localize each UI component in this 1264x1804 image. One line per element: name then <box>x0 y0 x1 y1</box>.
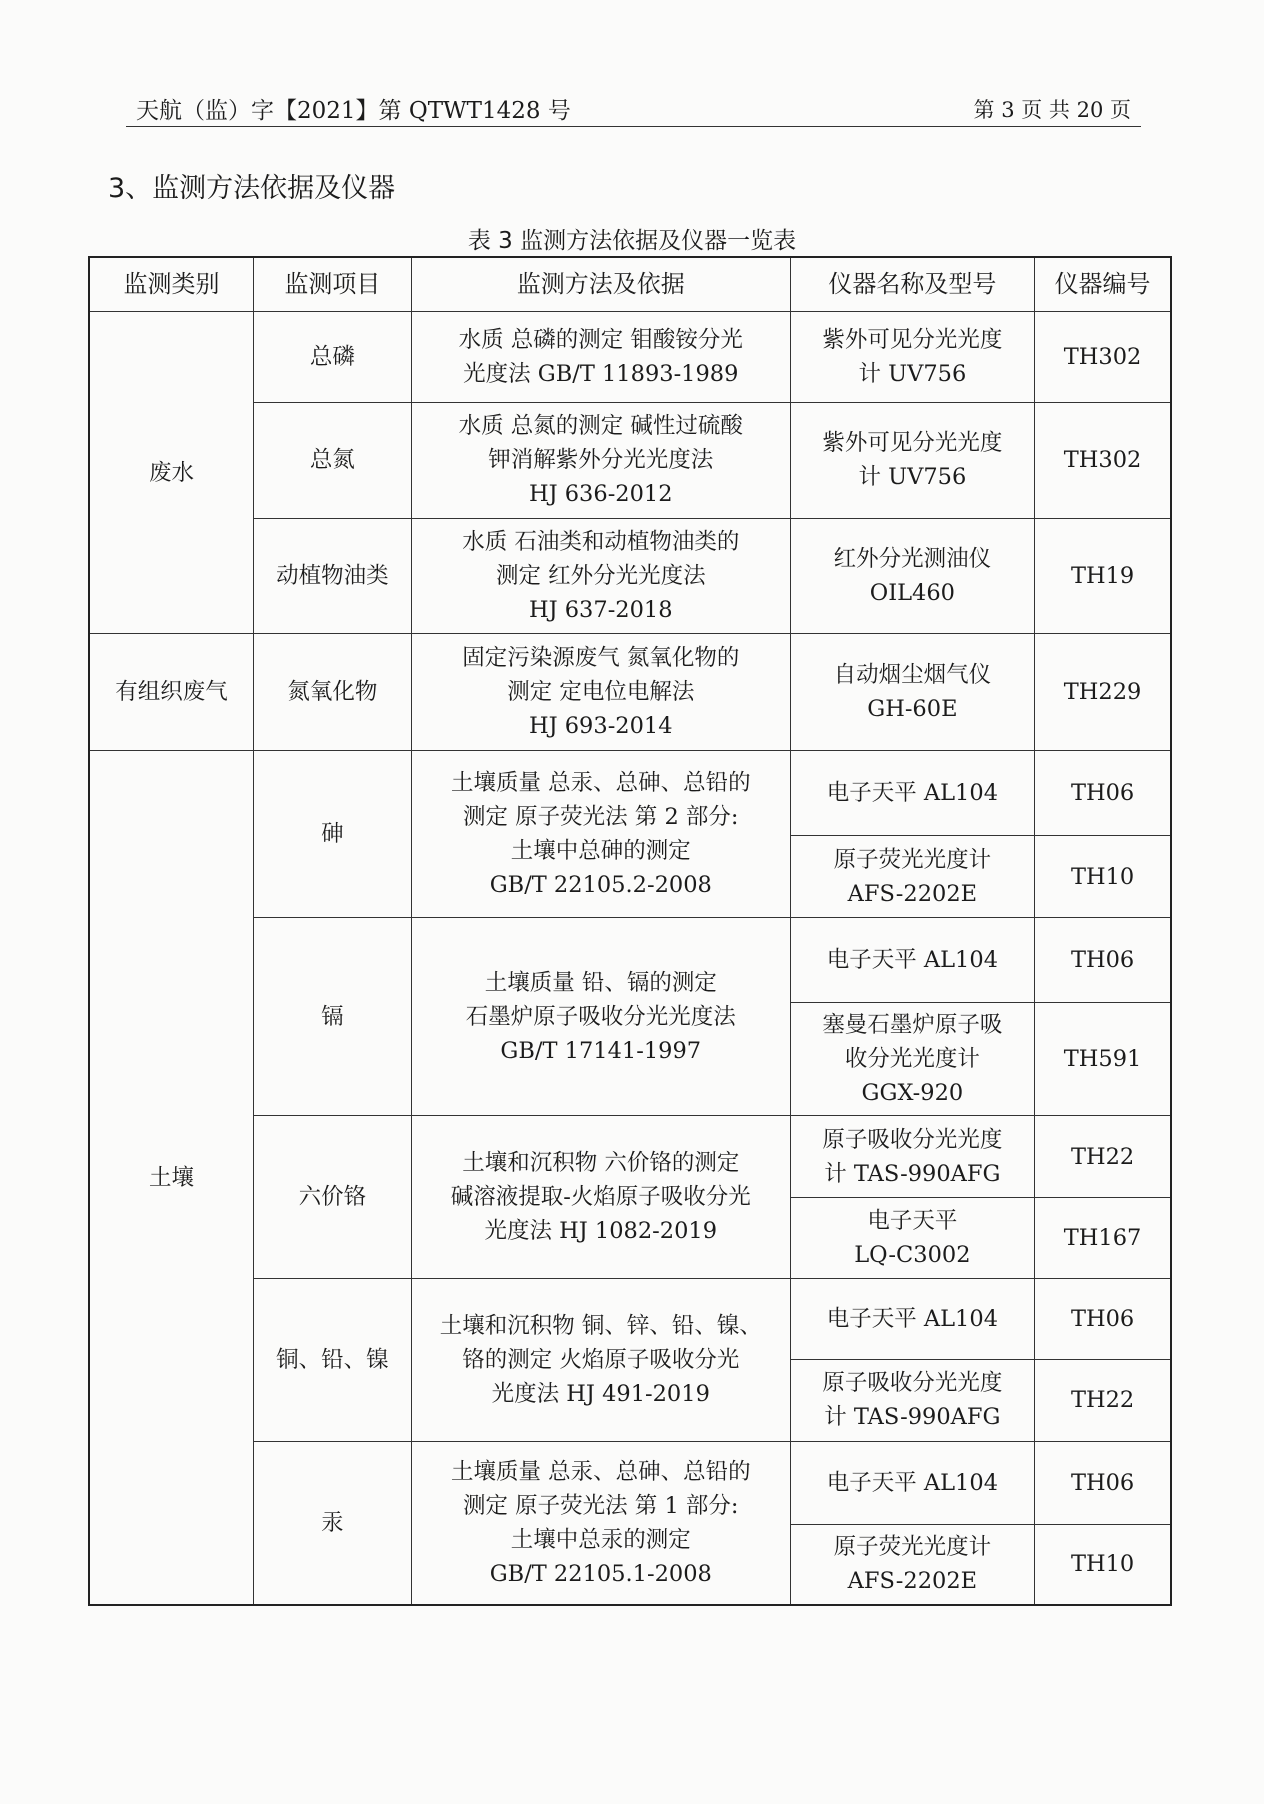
method-cell: 土壤质量 铅、镉的测定 石墨炉原子吸收分光光度法 GB/T 17141-1997 <box>411 918 790 1115</box>
instrument-cell: 原子荧光光度计 AFS-2202E <box>790 1524 1035 1605</box>
category-cell: 废水 <box>89 311 253 633</box>
code-cell: TH06 <box>1035 918 1171 1003</box>
method-cell: 土壤质量 总汞、总砷、总铅的 测定 原子荧光法 第 1 部分: 土壤中总汞的测定 GB/T 22105.1-2008 <box>411 1442 790 1605</box>
category-cell: 有组织废气 <box>89 634 253 751</box>
method-cell: 固定污染源废气 氮氧化物的 测定 定电位电解法 HJ 693-2014 <box>411 634 790 751</box>
code-cell: TH06 <box>1035 751 1171 836</box>
section-title: 3、监测方法依据及仪器 <box>108 173 396 204</box>
code-cell: TH10 <box>1035 1524 1171 1605</box>
item-cell: 氮氧化物 <box>253 634 411 751</box>
column-header: 监测类别 <box>89 257 253 311</box>
document-number: 天航（监）字【2021】第 QTWT1428 号 <box>136 98 571 124</box>
category-cell: 土壤 <box>89 751 253 1605</box>
code-cell: TH19 <box>1035 519 1171 634</box>
code-cell: TH302 <box>1035 311 1171 402</box>
method-cell: 土壤和沉积物 铜、锌、铅、镍、 铬的测定 火焰原子吸收分光 光度法 HJ 491-2019 <box>411 1279 790 1442</box>
table-caption: 表 3 监测方法依据及仪器一览表 <box>467 228 797 254</box>
instrument-cell: 紫外可见分光光度 计 UV756 <box>790 402 1035 519</box>
code-cell: TH22 <box>1035 1115 1171 1198</box>
instrument-cell: 电子天平 LQ-C3002 <box>790 1198 1035 1279</box>
code-cell: TH167 <box>1035 1198 1171 1279</box>
table-header-row <box>89 257 1171 311</box>
method-cell: 土壤和沉积物 六价铬的测定 碱溶液提取-火焰原子吸收分光 光度法 HJ 1082-2019 <box>411 1115 790 1278</box>
item-cell: 六价铬 <box>253 1115 411 1278</box>
code-cell: TH10 <box>1035 835 1171 918</box>
code-cell: TH22 <box>1035 1359 1171 1442</box>
item-cell: 镉 <box>253 918 411 1115</box>
instrument-cell: 电子天平 AL104 <box>790 751 1035 836</box>
instrument-cell: 紫外可见分光光度 计 UV756 <box>790 311 1035 402</box>
instrument-cell: 红外分光测油仪 OIL460 <box>790 519 1035 634</box>
method-cell: 水质 石油类和动植物油类的 测定 红外分光光度法 HJ 637-2018 <box>411 519 790 634</box>
instrument-cell: 电子天平 AL104 <box>790 1279 1035 1360</box>
page-number: 第 3 页 共 20 页 <box>973 98 1131 122</box>
table-row <box>89 311 1171 402</box>
instrument-cell: 自动烟尘烟气仪 GH-60E <box>790 634 1035 751</box>
page-header <box>126 88 1141 127</box>
instrument-cell: 电子天平 AL104 <box>790 1442 1035 1525</box>
code-cell: TH06 <box>1035 1279 1171 1360</box>
item-cell: 铜、铅、镍 <box>253 1279 411 1442</box>
instrument-cell: 塞曼石墨炉原子吸 收分光光度计 GGX-920 <box>790 1002 1035 1115</box>
table-row <box>89 634 1171 751</box>
code-cell: TH06 <box>1035 1442 1171 1525</box>
instrument-cell: 原子荧光光度计 AFS-2202E <box>790 835 1035 918</box>
table-row <box>89 751 1171 836</box>
column-header: 监测方法及依据 <box>411 257 790 311</box>
code-cell: TH302 <box>1035 402 1171 519</box>
method-cell: 土壤质量 总汞、总砷、总铅的 测定 原子荧光法 第 2 部分: 土壤中总砷的测定 GB/T 22105.2-2008 <box>411 751 790 918</box>
instrument-cell: 原子吸收分光光度 计 TAS-990AFG <box>790 1115 1035 1198</box>
instrument-cell: 电子天平 AL104 <box>790 918 1035 1003</box>
item-cell: 总氮 <box>253 402 411 519</box>
item-cell: 砷 <box>253 751 411 918</box>
column-header: 监测项目 <box>253 257 411 311</box>
method-cell: 水质 总氮的测定 碱性过硫酸 钾消解紫外分光光度法 HJ 636-2012 <box>411 402 790 519</box>
item-cell: 总磷 <box>253 311 411 402</box>
code-cell: TH591 <box>1035 1002 1171 1115</box>
item-cell: 汞 <box>253 1442 411 1605</box>
column-header: 仪器名称及型号 <box>790 257 1035 311</box>
instrument-cell: 原子吸收分光光度 计 TAS-990AFG <box>790 1359 1035 1442</box>
code-cell: TH229 <box>1035 634 1171 751</box>
method-cell: 水质 总磷的测定 钼酸铵分光 光度法 GB/T 11893-1989 <box>411 311 790 402</box>
column-header: 仪器编号 <box>1035 257 1171 311</box>
item-cell: 动植物油类 <box>253 519 411 634</box>
monitoring-methods-table <box>88 256 1172 1606</box>
